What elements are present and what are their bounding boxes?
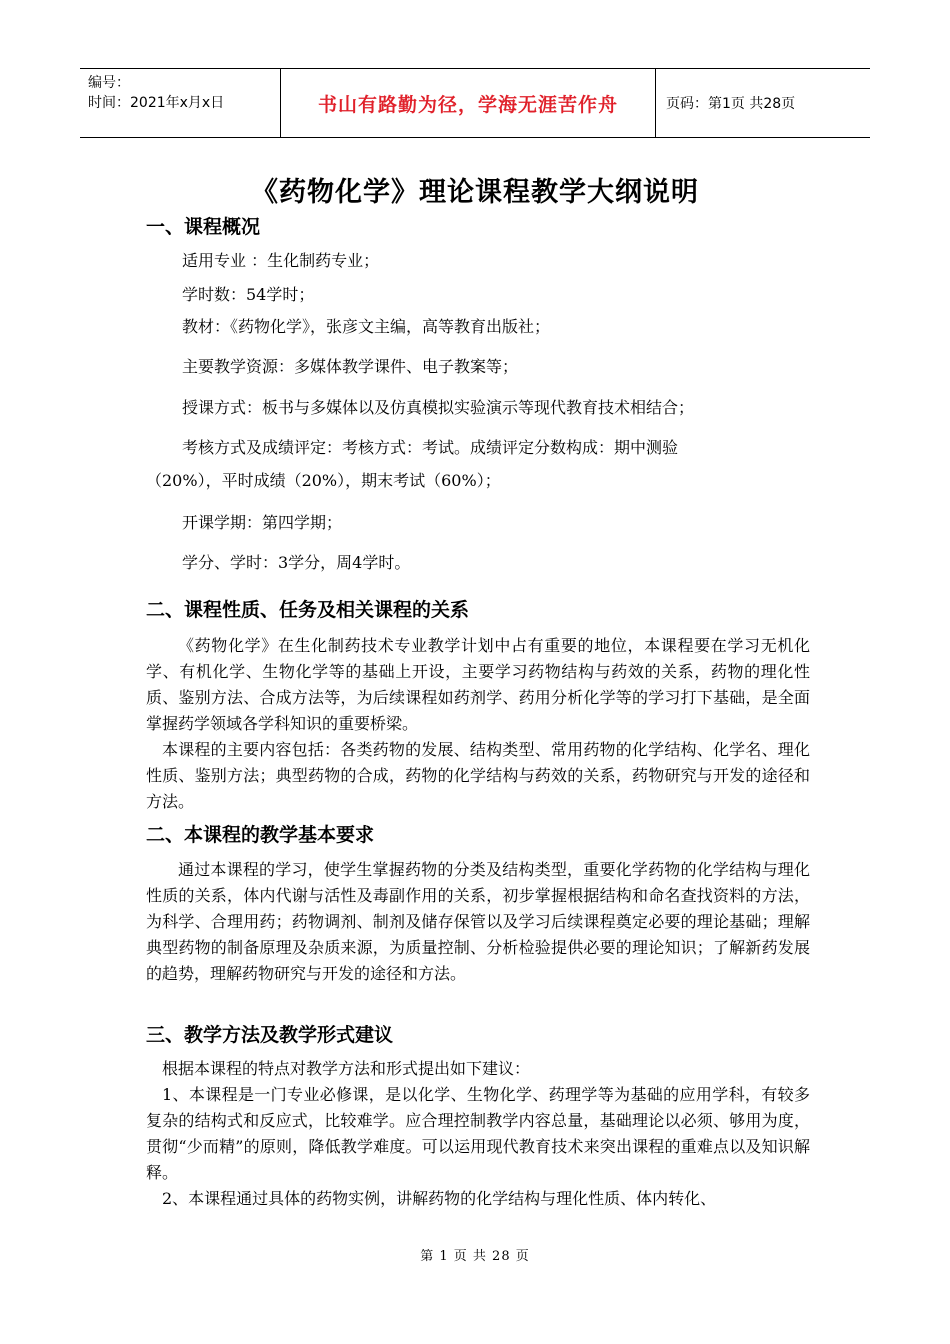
overview-item: 教材：《药物化学》，张彦文主编，高等教育出版社； xyxy=(182,317,551,336)
section-heading-overview: 一、课程概况 xyxy=(146,216,261,238)
section-heading-nature: 二、课程性质、任务及相关课程的关系 xyxy=(146,599,470,621)
overview-item: 学分、学时：3学分，周4学时。 xyxy=(182,553,411,572)
page-code-text: 页码：第1页 共28页 xyxy=(666,96,796,112)
page-footer: 第 1 页 共 28 页 xyxy=(420,1249,530,1264)
overview-item: 主要教学资源：多媒体教学课件、电子教案等； xyxy=(182,357,519,376)
section-methods-body xyxy=(146,1056,810,1212)
overview-item: 适用专业 ：生化制药专业； xyxy=(182,251,380,270)
number-label: 编号： xyxy=(88,75,130,91)
overview-item: 开课学期：第四学期； xyxy=(182,513,343,532)
motto-text: 书山有路勤为径，学海无涯苦作舟 xyxy=(317,93,618,116)
overview-item: 授课方式：板书与多媒体以及仿真模拟实验演示等现代教育技术相结合； xyxy=(182,398,695,417)
paragraph: 本课程的主要内容包括：各类药物的发展、结构类型、常用药物的化学结构、化学名、理化性质、鉴别方法；典型药物的合成，药物的化学结构与药效的关系，药物研究与开发的途径和方法。 xyxy=(146,740,810,811)
section-requirements-body xyxy=(146,857,810,987)
section-heading-methods: 三、教学方法及教学形式建议 xyxy=(146,1024,394,1046)
paragraph: 通过本课程的学习，使学生掌握药物的分类及结构类型，重要化学药物的化学结构与理化性质的关系，体内代谢与活性及毒副作用的关系，初步掌握根据结构和命名查找资料的方法，为科学、合理用药；药物调剂、制剂及储存保管以及学习后续课程奠定必要的理论基础；理解典型药物的制备原理及杂质来源，为质量控制、分析检验提供必要的理论知识；了解新药发展的趋势，理解药物研究与开发的途径和方法。 xyxy=(146,860,810,983)
paragraph: 根据本课程的特点对教学方法和形式提出如下建议： xyxy=(162,1059,531,1078)
overview-item: 考核方式及成绩评定：考核方式：考试。成绩评定分数构成：期中测验 xyxy=(182,438,679,457)
paragraph: 1、本课程是一门专业必修课，是以化学、生物化学、药理学等为基础的应用学科，有较多复杂的结构式和反应式，比较难学。应合理控制教学内容总量，基础理论以必须、够用为度，贯彻“少而精”的原则，降低教学难度。可以运用现代教育技术来突出课程的重难点以及知识解释。 xyxy=(146,1085,810,1182)
section-heading-requirements: 二、本课程的教学基本要求 xyxy=(146,824,375,846)
header-info-cell xyxy=(80,69,280,137)
motto-cell xyxy=(280,69,656,137)
section-nature-body xyxy=(146,633,810,815)
overview-item: （20%），平时成绩（20%），期末考试（60%）； xyxy=(146,471,501,490)
page-code-cell xyxy=(656,69,870,137)
time-label: 时间：2021年x月x日 xyxy=(88,95,225,111)
document-title: 《药物化学》理论课程教学大纲说明 xyxy=(251,177,699,208)
page-header-table xyxy=(80,68,870,138)
overview-item: 学时数：54学时； xyxy=(182,285,315,304)
paragraph: 2、本课程通过具体的药物实例，讲解药物的化学结构与理化性质、体内转化、 xyxy=(162,1189,717,1208)
paragraph: 《药物化学》在生化制药技术专业教学计划中占有重要的地位，本课程要在学习无机化学、有机化学、生物化学等的基础上开设，主要学习药物结构与药效的关系，药物的理化性质、鉴别方法、合成方法等，为后续课程如药剂学、药用分析化学等的学习打下基础，是全面掌握药学领域各学科知识的重要桥梁。 xyxy=(146,636,810,733)
